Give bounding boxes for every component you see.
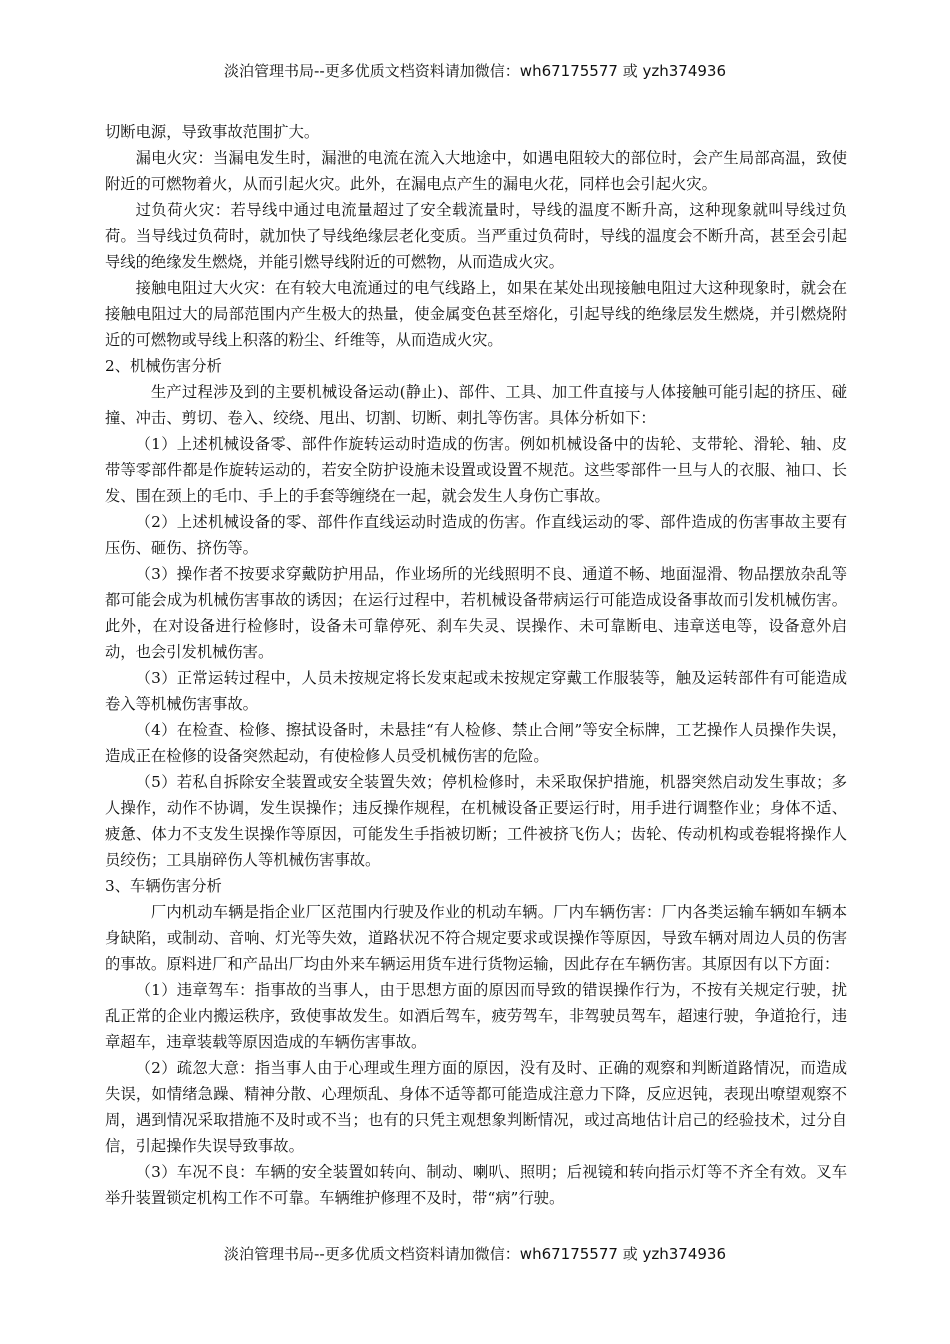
paragraph-vehicle-item-1: （1）违章驾车：指事故的当事人，由于思想方面的原因而导致的错误操作行为，不按有关规定行驶，扰乱正常的企业内搬运秩序，致使事故发生。如酒后驾车，疲劳驾车，非驾驶员驾车，超速行驶，争道抢行，违章超车，违章装载等原因造成的车辆伤害事故。 <box>105 981 847 1051</box>
page-footer: 淡泊管理书局--更多优质文档资料请加微信：wh67175577 或 yzh374936 <box>223 1245 726 1263</box>
paragraph-vehicle-intro: 厂内机动车辆是指企业厂区范围内行驶及作业的机动车辆。厂内车辆伤害：厂内各类运输车辆如车辆本身缺陷，或制动、音响、灯光等失效，道路状况不符合规定要求或误操作等原因，导致车辆对周边人员的伤害的事故。原料进厂和产品出厂均由外来车辆运用货车进行货物运输，因此存在车辆伤害。其原因有以下方面： <box>105 903 847 973</box>
paragraph-vehicle-item-3: （3）车况不良：车辆的安全装置如转向、制动、喇叭、照明；后视镜和转向指示灯等不齐全有效。叉车举升装置锁定机构工作不可靠。车辆维护修理不及时，带“病”行驶。 <box>105 1163 847 1207</box>
section-heading-vehicle: 3、车辆伤害分析 <box>105 877 222 895</box>
paragraph-mechanical-item-3b: （3）正常运转过程中，人员未按规定将长发束起或未按规定穿戴工作服装等，触及运转部件有可能造成卷入等机械伤害事故。 <box>105 669 847 713</box>
paragraph-leakage-fire: 漏电火灾：当漏电发生时，漏泄的电流在流入大地途中，如遇电阻较大的部位时，会产生局部高温，致使附近的可燃物着火，从而引起火灾。此外，在漏电点产生的漏电火花，同样也会引起火灾。 <box>105 149 847 193</box>
paragraph-vehicle-item-2: （2）疏忽大意：指当事人由于心理或生理方面的原因，没有及时、正确的观察和判断道路情况，而造成失误，如情绪急躁、精神分散、心理烦乱、身体不适等都可能造成注意力下降，反应迟钝，表现出嘹望观察不周，遇到情况采取措施不及时或不当；也有的只凭主观想象判断情况，或过高地估计启己的经验技术，过分自信，引起操作失误导致事故。 <box>105 1059 847 1155</box>
paragraph-contact-resistance-fire: 接触电阻过大火灾：在有较大电流通过的电气线路上，如果在某处出现接触电阻过大这种现象时，就会在接触电阻过大的局部范围内产生极大的热量，使金属变色甚至熔化，引起导线的绝缘层发生燃烧，并引燃烧附近的可燃物或导线上积落的粉尘、纤维等，从而造成火灾。 <box>105 279 847 349</box>
paragraph-mechanical-item-1: （1）上述机械设备零、部件作旋转运动时造成的伤害。例如机械设备中的齿轮、支带轮、滑轮、轴、皮带等零部件都是作旋转运动的，若安全防护设施未设置或设置不规范。这些零部件一旦与人的衣服、袖口、长发、围在颈上的毛巾、手上的手套等缠绕在一起，就会发生人身伤亡事故。 <box>105 435 847 505</box>
paragraph-mechanical-item-2: （2）上述机械设备的零、部件作直线运动时造成的伤害。作直线运动的零、部件造成的伤害事故主要有压伤、砸伤、挤伤等。 <box>105 513 847 557</box>
document-body <box>105 119 847 1211</box>
paragraph-mechanical-item-4: （4）在检查、检修、擦拭设备时，未悬挂“有人检修、禁止合闸”等安全标牌，工艺操作人员操作失误，造成正在检修的设备突然起动，有使检修人员受机械伤害的危险。 <box>105 721 847 765</box>
paragraph-mechanical-item-5: （5）若私自拆除安全装置或安全装置失效；停机检修时，未采取保护措施，机器突然启动发生事故；多人操作，动作不协调，发生误操作；违反操作规程，在机械设备正要运行时，用手进行调整作业；身体不适、疲惫、体力不支发生误操作等原因，可能发生手指被切断；工件被挤飞伤人；齿轮、传动机构或卷辊将操作人员绞伤；工具崩碎伤人等机械伤害事故。 <box>105 773 847 869</box>
paragraph-mechanical-intro: 生产过程涉及到的主要机械设备运动(静止)、部件、工具、加工件直接与人体接触可能引起的挤压、碰撞、冲击、剪切、卷入、绞绕、甩出、切割、切断、刺扎等伤害。具体分析如下： <box>105 383 847 427</box>
paragraph-mechanical-item-3a: （3）操作者不按要求穿戴防护用品，作业场所的光线照明不良、通道不畅、地面湿滑、物品摆放杂乱等都可能会成为机械伤害事故的诱因；在运行过程中，若机械设备带病运行可能造成设备事故而引发机械伤害。此外，在对设备进行检修时，设备未可靠停死、刹车失灵、误操作、未可靠断电、违章送电等，设备意外启动，也会引发机械伤害。 <box>105 565 847 661</box>
paragraph-cut-power: 切断电源，导致事故范围扩大。 <box>105 123 320 141</box>
page-header: 淡泊管理书局--更多优质文档资料请加微信：wh67175577 或 yzh374936 <box>223 62 726 80</box>
paragraph-overload-fire: 过负荷火灾：若导线中通过电流量超过了安全载流量时，导线的温度不断升高，这种现象就叫导线过负荷。当导线过负荷时，就加快了导线绝缘层老化变质。当严重过负荷时，导线的温度会不断升高，甚至会引起导线的绝缘发生燃烧，并能引燃导线附近的可燃物，从而造成火灾。 <box>105 201 847 271</box>
section-heading-mechanical: 2、机械伤害分析 <box>105 357 222 375</box>
